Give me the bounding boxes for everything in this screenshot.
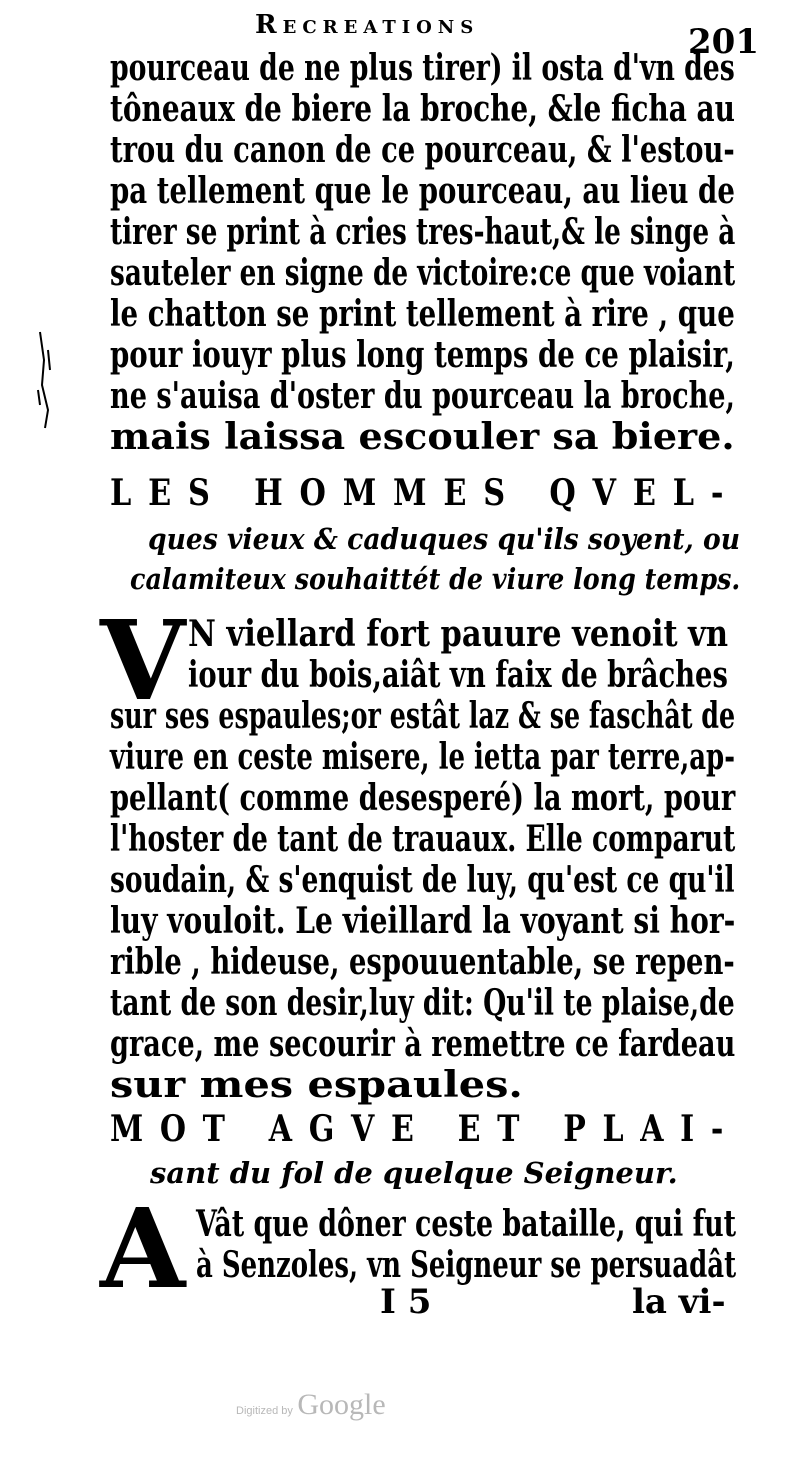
text-line: iour du bois,aiât vn faix de brâches: [188, 654, 728, 696]
text-line: grace, me secourir à remettre ce fardeau: [110, 1023, 736, 1065]
text-line: pellant( comme desesperé) la mort, pour: [110, 777, 736, 819]
text-line: l'hoster de tant de trauaux. Elle comparut: [110, 818, 736, 860]
text-line: viure en ceste misere, le ietta par terre,ap-: [110, 736, 735, 778]
text-line: pa tellement que le pourceau, au lieu de: [110, 170, 735, 212]
text-line: soudain, & s'enquist de luy, qu'est ce qu'il: [110, 859, 735, 901]
text-line: luy vouloit. Le vieillard la voyant si hor-: [110, 900, 736, 942]
text-line: trou du canon de ce pourceau, & l'estou-: [110, 129, 735, 171]
text-line: sauteler en signe de victoire:ce que voiant: [110, 252, 736, 294]
text-line: sur ses espaules;or estât laz & se faschât de: [110, 695, 736, 737]
text-line: rible , hideuse, espouuentable, se repen-: [110, 941, 735, 983]
text-line: tirer se print à cries tres-haut,& le singe à: [110, 211, 736, 253]
section-subheading: sant du fol de quelque Seigneur.: [150, 1156, 678, 1190]
margin-scribble-icon: [30, 330, 60, 430]
text-line: tôneaux de biere la broche, &le ficha au: [110, 88, 735, 130]
drop-cap: V: [100, 596, 186, 725]
text-line: le chatton se print tellement à rire , que: [110, 293, 735, 335]
digitization-watermark: [236, 1388, 386, 1422]
paragraph-2: [110, 696, 735, 1106]
section-heading: MOT AGVE ET PLAI-: [110, 1108, 740, 1150]
watermark-prefix: Digitized by: [236, 1405, 293, 1417]
text-line: sur mes espaules.: [110, 1064, 523, 1106]
text-line: Vât que dôner ceste bataille, qui fut: [196, 1203, 737, 1245]
page-number: 201: [688, 22, 759, 62]
text-line: N viellard fort pauure venoit vn: [188, 613, 729, 655]
text-line: à Senzoles, vn Seigneur se persuadât: [196, 1244, 737, 1286]
watermark-brand: Google: [297, 1388, 386, 1421]
text-line: mais laissa escouler sa biere.: [110, 416, 735, 458]
section-subheading: calamiteux souhaittét de viure long temps.: [130, 562, 741, 596]
catchword: la vi-: [632, 1282, 726, 1322]
text-line: pourceau de ne plus tirer) il osta d'vn des: [110, 47, 735, 89]
text-line: tant de son desir,luy dit: Qu'il te plaise,de: [110, 982, 735, 1024]
paragraph-1: [110, 48, 735, 458]
paragraph-3: [196, 1204, 736, 1286]
signature-mark: I 5: [380, 1282, 432, 1322]
running-title: Recreations: [255, 10, 480, 40]
paragraph-2-indented: [188, 614, 728, 696]
text-line: pour iouyr plus long temps de ce plaisir,: [110, 334, 735, 376]
section-subheading: ques vieux & caduques qu'ils soyent, ou: [148, 522, 741, 556]
drop-cap: A: [100, 1184, 186, 1313]
section-heading: LES HOMMES QVEL-: [110, 472, 741, 514]
text-line: ne s'auisa d'oster du pourceau la broche,: [110, 375, 735, 417]
